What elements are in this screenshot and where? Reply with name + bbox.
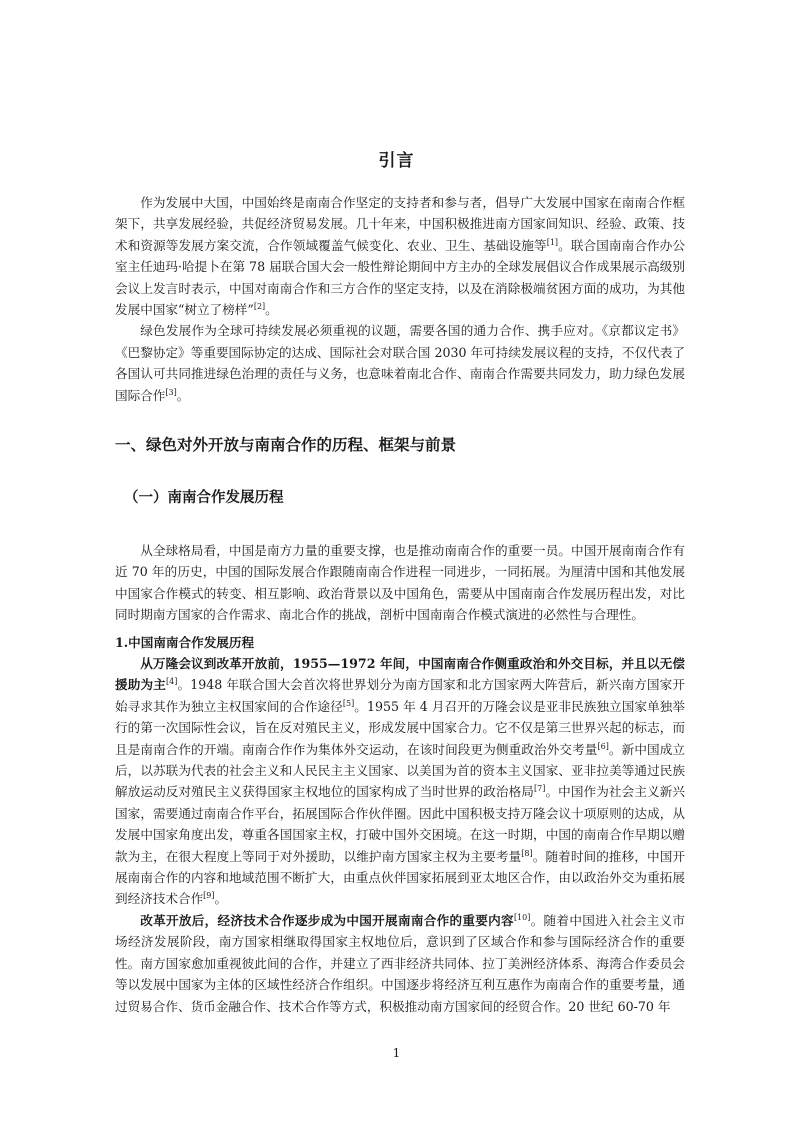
intro-p1-text-3: 。: [265, 302, 278, 318]
citation-7[interactable]: [7]: [534, 784, 546, 794]
subsection-1-body: [115, 540, 685, 626]
item-1-p1-text-3: 。新中国成立后，以苏联为代表的社会主义和人民民主主义国家、以美国为首的资本主义国家、亚非拉美等通过民族解放运动反对殖民主义获得国家主权地位的国家构成了当时世界的政治格局: [115, 741, 686, 800]
citation-6[interactable]: [6]: [597, 741, 609, 751]
intro-p2-text-1: 绿色发展作为全球可持续发展必须重视的议题，需要各国的通力合作、携手应对。《京都议定书》《巴黎协定》等重要国际协定的达成、国际社会对联合国 2030 年可持续发展议程的支持，不仅代表了各国认可共同推进绿色治理的责任与义务，也意味着南北合作、南南合作需要共同发力，助力绿色发展国际合作: [115, 323, 685, 403]
item-1-p1-text-5: 。随着时间的推移，中国开展南南合作的内容和地域范围不断扩大，由重点伙伴国家拓展到亚太地区合作，由以政治外交为重拓展到经济技术合作: [115, 848, 686, 907]
item-1-p1-text-2: 。1955 年 4 月召开的万隆会议是亚非民族独立国家单独举行的第一次国际性会议，旨在反对殖民主义，形成发展中国家合力。它不仅是第三世界兴起的标志，而且是南南合作的开端。南南合作作为集体外交运动，在该时间段更为侧重政治外交考量: [115, 698, 685, 757]
citation-9[interactable]: [9]: [203, 891, 215, 901]
citation-3[interactable]: [3]: [165, 387, 177, 397]
citation-5[interactable]: [5]: [342, 698, 355, 708]
citation-2[interactable]: [2]: [253, 301, 266, 311]
item-1-p2-lead: 改革开放后，经济技术合作逐步成为中国开展南南合作的重要内容: [140, 912, 514, 928]
page-title: 引言: [378, 151, 415, 171]
page-number: 1: [392, 1046, 401, 1060]
citation-10[interactable]: [10]: [513, 912, 531, 922]
intro-p1-text-1: 作为发展中大国，中国始终是南南合作坚定的支持者和参与者，倡导广大发展中国家在南南合作框架下，共享发展经验，共促经济贸易发展。几十年来，中国积极推进南方国家间知识、经验、政策、技术和资源等发展方案交流，合作领域覆盖气候变化、农业、卫生、基础设施等: [115, 195, 685, 253]
section-1-heading: 一、绿色对外开放与南南合作的历程、框架与前景: [115, 436, 457, 454]
subsection-1-paragraph: 从全球格局看，中国是南方力量的重要支撑，也是推动南南合作的重要一员。中国开展南南合作有近 70 年的历史，中国的国际发展合作跟随南南合作进程一同进步，一同拓展。为厘清中国和其他发展中国家合作模式的转变、相互影响、政治背景以及中国角色，需要从中国南南合作发展历程出发，对比同时期南方国家的合作需求、南北合作的挑战，剖析中国南南合作模式演进的必然性与合理性。: [115, 543, 685, 623]
intro-p1-text-2: 。联合国南南合作办公室主任迪玛·哈提卜在第 78 届联合国大会一般性辩论期间中方主办的全球发展倡议合作成果展示高级别会议上发言时表示，中国对南南合作和三方合作的坚定支持，以及在消除极端贫困方面的成功，为其他发展中国家“树立了榜样”: [115, 237, 686, 318]
intro-paragraph-1: [115, 192, 685, 320]
intro-p2-text-2: 。: [176, 387, 190, 403]
item-1-p1-text-6: 。: [214, 891, 228, 907]
item-1-p2-text-1: 。随着中国进入社会主义市场经济发展阶段，南方国家相继取得国家主权地位后，意识到了区域合作和参与国际经济合作的重要性。南方国家愈加重视彼此间的合作，并建立了西非经济共同体、拉丁美洲经济体系、海湾合作委员会等以发展中国家为主体的区域性经济合作组织。中国逐步将经济互利互惠作为南南合作的重要考量，通过贸易合作、货币金融合作、技术合作等方式，积极推动南方国家间的经贸合作。20 世纪 60-70 年: [115, 912, 686, 1014]
item-1-body: [115, 653, 685, 1017]
citation-8[interactable]: [8]: [521, 848, 533, 858]
introduction-section: [115, 192, 685, 406]
citation-1[interactable]: [1]: [546, 237, 559, 247]
citation-4[interactable]: [4]: [165, 677, 178, 687]
item-1-paragraph-1: [115, 653, 685, 910]
subsection-1-heading: （一）南南合作发展历程: [124, 489, 284, 506]
intro-paragraph-2: [115, 320, 685, 406]
item-1-paragraph-2: [115, 910, 685, 1017]
item-1-heading: 1.中国南南合作发展历程: [115, 635, 255, 650]
item-1-p1-lead: 从万隆会议到改革开放前，1955—1972 年间，中国南南合作侧重政治和外交目标，并且以无偿援助为主: [115, 656, 685, 693]
item-1-p1-text-1: 。1948 年联合国大会首次将世界划分为南方国家和北方国家两大阵营后，新兴南方国家开始寻求其作为独立主权国家间的合作途径: [115, 677, 686, 714]
item-1-p1-text-4: 。中国作为社会主义新兴国家，需要通过南南合作平台，拓展国际合作伙伴圈。因此中国积极支持万隆会议十项原则的达成，从发展中国家角度出发，尊重各国国家主权，打破中国外交困境。在这一时期，中国的南南合作早期以赠款为主，在很大程度上等同于对外援助，以维护南方国家主权为主要考量: [115, 784, 686, 864]
